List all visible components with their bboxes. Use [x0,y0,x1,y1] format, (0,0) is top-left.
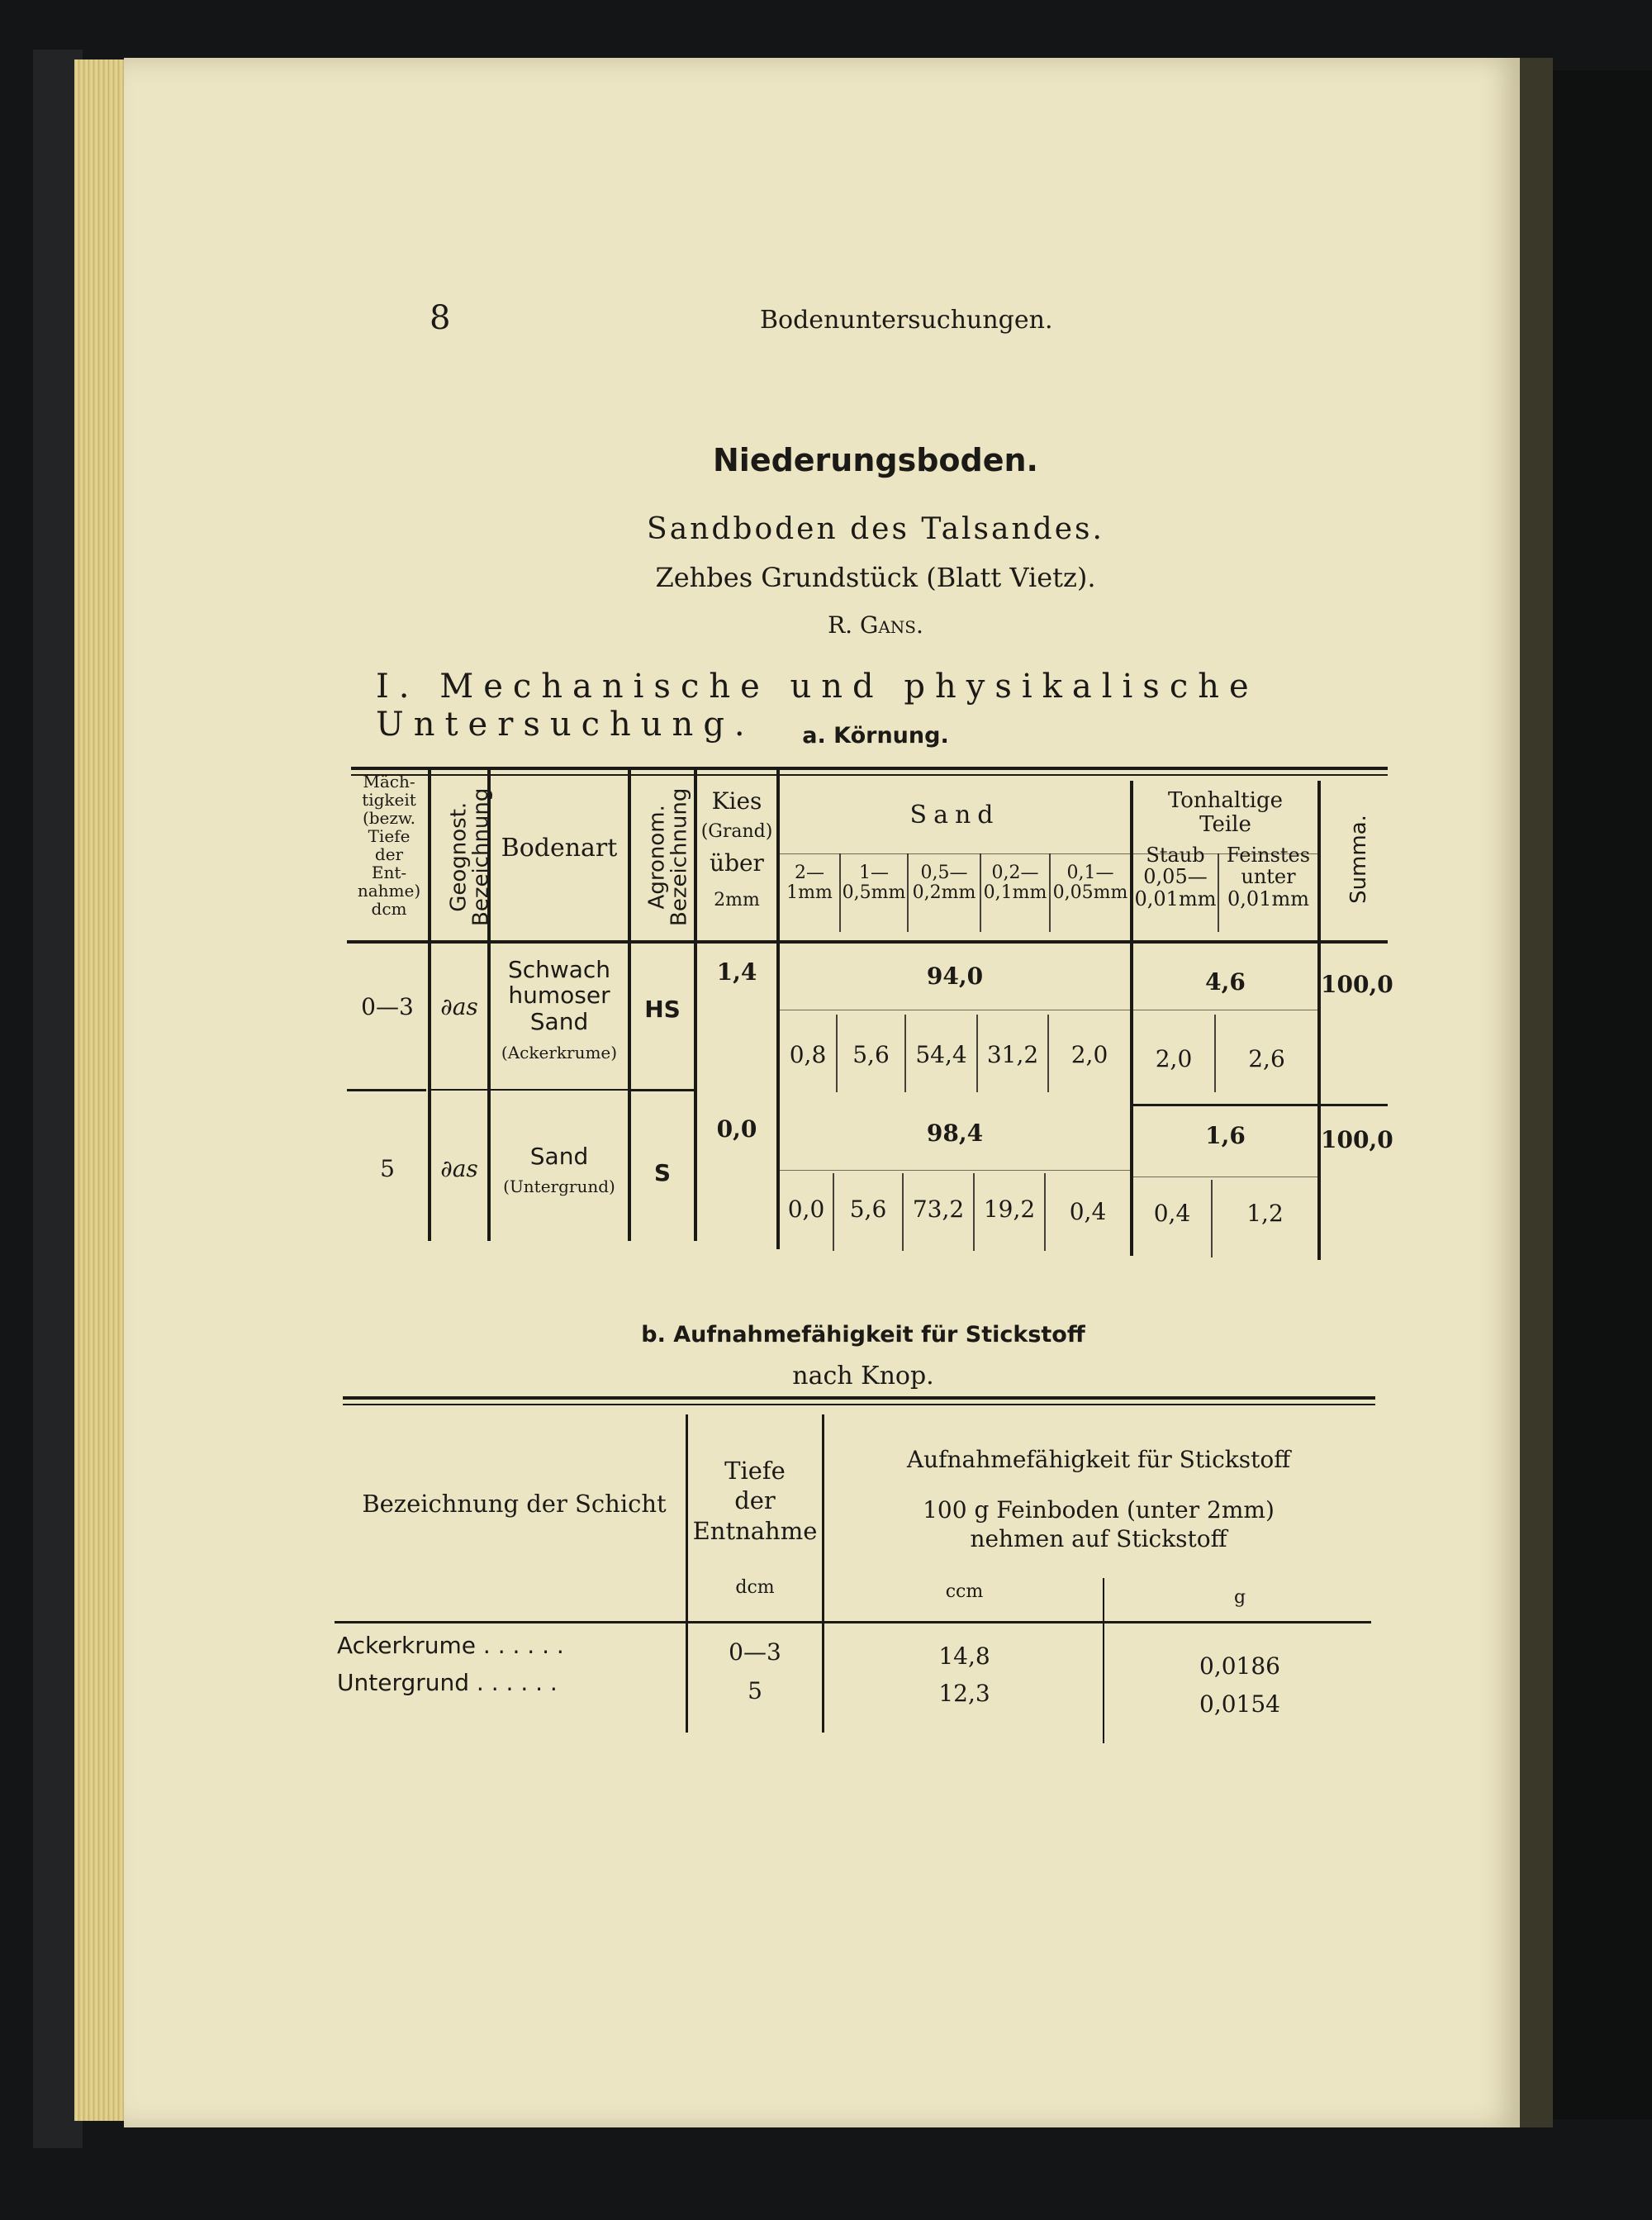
header-staub: Staub 0,05— 0,01mm [1134,844,1217,910]
row-bodenart-note: (Ackerkrume) [501,1043,618,1062]
header-tiefe-unit: dcm [735,1577,775,1598]
row-sand-value-1: 0,8 [789,1041,827,1068]
header-tiefe: Tiefe der Entnahme [692,1457,818,1545]
row-ccm: 12,3 [938,1680,990,1707]
header-sand: Sand [909,801,1000,830]
row-g: 0,0186 [1199,1652,1280,1680]
row-bodenart: Schwach humoser Sand [507,956,611,1035]
row-staub: 0,4 [1153,1200,1191,1227]
row-sand-value-5: 2,0 [1070,1041,1108,1068]
header-summa: Summa. [1346,815,1371,904]
row-sand-value-5: 0,4 [1069,1198,1107,1225]
row-sand-value-2: 5,6 [852,1041,890,1068]
row-kies: 1,4 [716,958,757,986]
row-sand-value-1: 0,0 [787,1196,825,1223]
table-a-caption: a. Körnung. [802,723,949,749]
header-geognost: Geognost. Bezeichnung [446,787,494,927]
header-tonhaltige: Tonhaltige Teile [1167,788,1284,837]
location: Zehbes Grundstück (Blatt Vietz). [655,562,1096,593]
header-aufnahme: Aufnahmefähigkeit für Stickstoff [906,1446,1291,1473]
row-schicht: Untergrund . . . . . . [337,1669,558,1696]
header-g: g [1233,1587,1246,1608]
row-tiefe: 0—3 [729,1638,781,1666]
row-sand-value-2: 5,6 [849,1196,887,1223]
row-kies: 0,0 [716,1115,757,1143]
row-sand-total: 94,0 [926,963,984,990]
header-sand-col-5: 0,1— 0,05mm [1052,863,1128,904]
row-sand-value-3: 54,4 [915,1041,967,1068]
header-feinstes: Feinstes unter 0,01mm [1226,844,1311,910]
row-ton-total: 4,6 [1205,968,1246,996]
book-page [124,58,1520,2127]
row-bodenart-note: (Untergrund) [503,1177,615,1196]
table-b-caption: b. Aufnahmefähigkeit für Stickstoff [641,1322,1085,1348]
row-tiefe: 5 [748,1677,762,1704]
row-bodenart: Sand [529,1143,589,1170]
row-sand-value-4: 31,2 [986,1041,1039,1068]
author: R. Gans. [828,611,923,639]
header-sand-col-3: 0,5— 0,2mm [912,863,976,904]
header-ccm: ccm [945,1581,984,1602]
row-summa: 100,0 [1321,971,1393,998]
facing-page-edge [1553,70,1652,2119]
table-b-caption-2: nach Knop. [792,1362,934,1390]
header-kies-over: über [710,849,764,877]
page-gutter [1520,58,1553,2127]
row-ton-total: 1,6 [1205,1122,1246,1149]
row-geognost: ∂as [440,1155,478,1182]
row-feinstes: 2,6 [1248,1045,1285,1072]
subtitle: Sandboden des Talsandes. [647,512,1104,546]
header-sand-col-4: 0,2— 0,1mm [983,863,1047,904]
header-kies-mm: 2mm [714,890,760,910]
row-depth: 5 [380,1155,395,1182]
row-summa: 100,0 [1321,1126,1393,1153]
header-sand-col-2: 1— 0,5mm [842,863,906,904]
header-aufnahme-sub: 100 g Feinboden (unter 2mm) nehmen auf Stickstoff [923,1496,1275,1552]
header-bodenart: Bodenart [501,834,618,863]
row-g: 0,0154 [1199,1690,1280,1718]
row-depth: 0—3 [361,993,414,1020]
row-sand-total: 98,4 [926,1120,984,1147]
row-agronom: S [653,1159,672,1186]
row-geognost: ∂as [440,993,478,1020]
header-kies-grand: (Grand) [700,821,773,842]
header-depth: Mäch- tigkeit (bezw. Tiefe der Ent- nahme) dcm [357,772,421,919]
running-title: Bodenuntersuchungen. [760,306,1053,335]
section-heading: I. Mechanische und physikalische Untersuchung. [376,668,1259,744]
header-schicht: Bezeichnung der Schicht [362,1490,667,1518]
header-agronom: Agronom. Bezeichnung [644,787,692,927]
page-number: 8 [430,299,451,337]
row-schicht: Ackerkrume . . . . . . [337,1632,564,1659]
page-title: Niederungsboden. [712,442,1038,478]
row-staub: 2,0 [1155,1045,1193,1072]
row-sand-value-3: 73,2 [912,1196,965,1223]
row-feinstes: 1,2 [1246,1200,1284,1227]
row-sand-value-4: 19,2 [983,1196,1036,1223]
header-sand-col-1: 2— 1mm [786,863,833,904]
header-kies: Kies [711,787,762,815]
row-ccm: 14,8 [938,1642,990,1670]
row-agronom: HS [644,996,681,1023]
